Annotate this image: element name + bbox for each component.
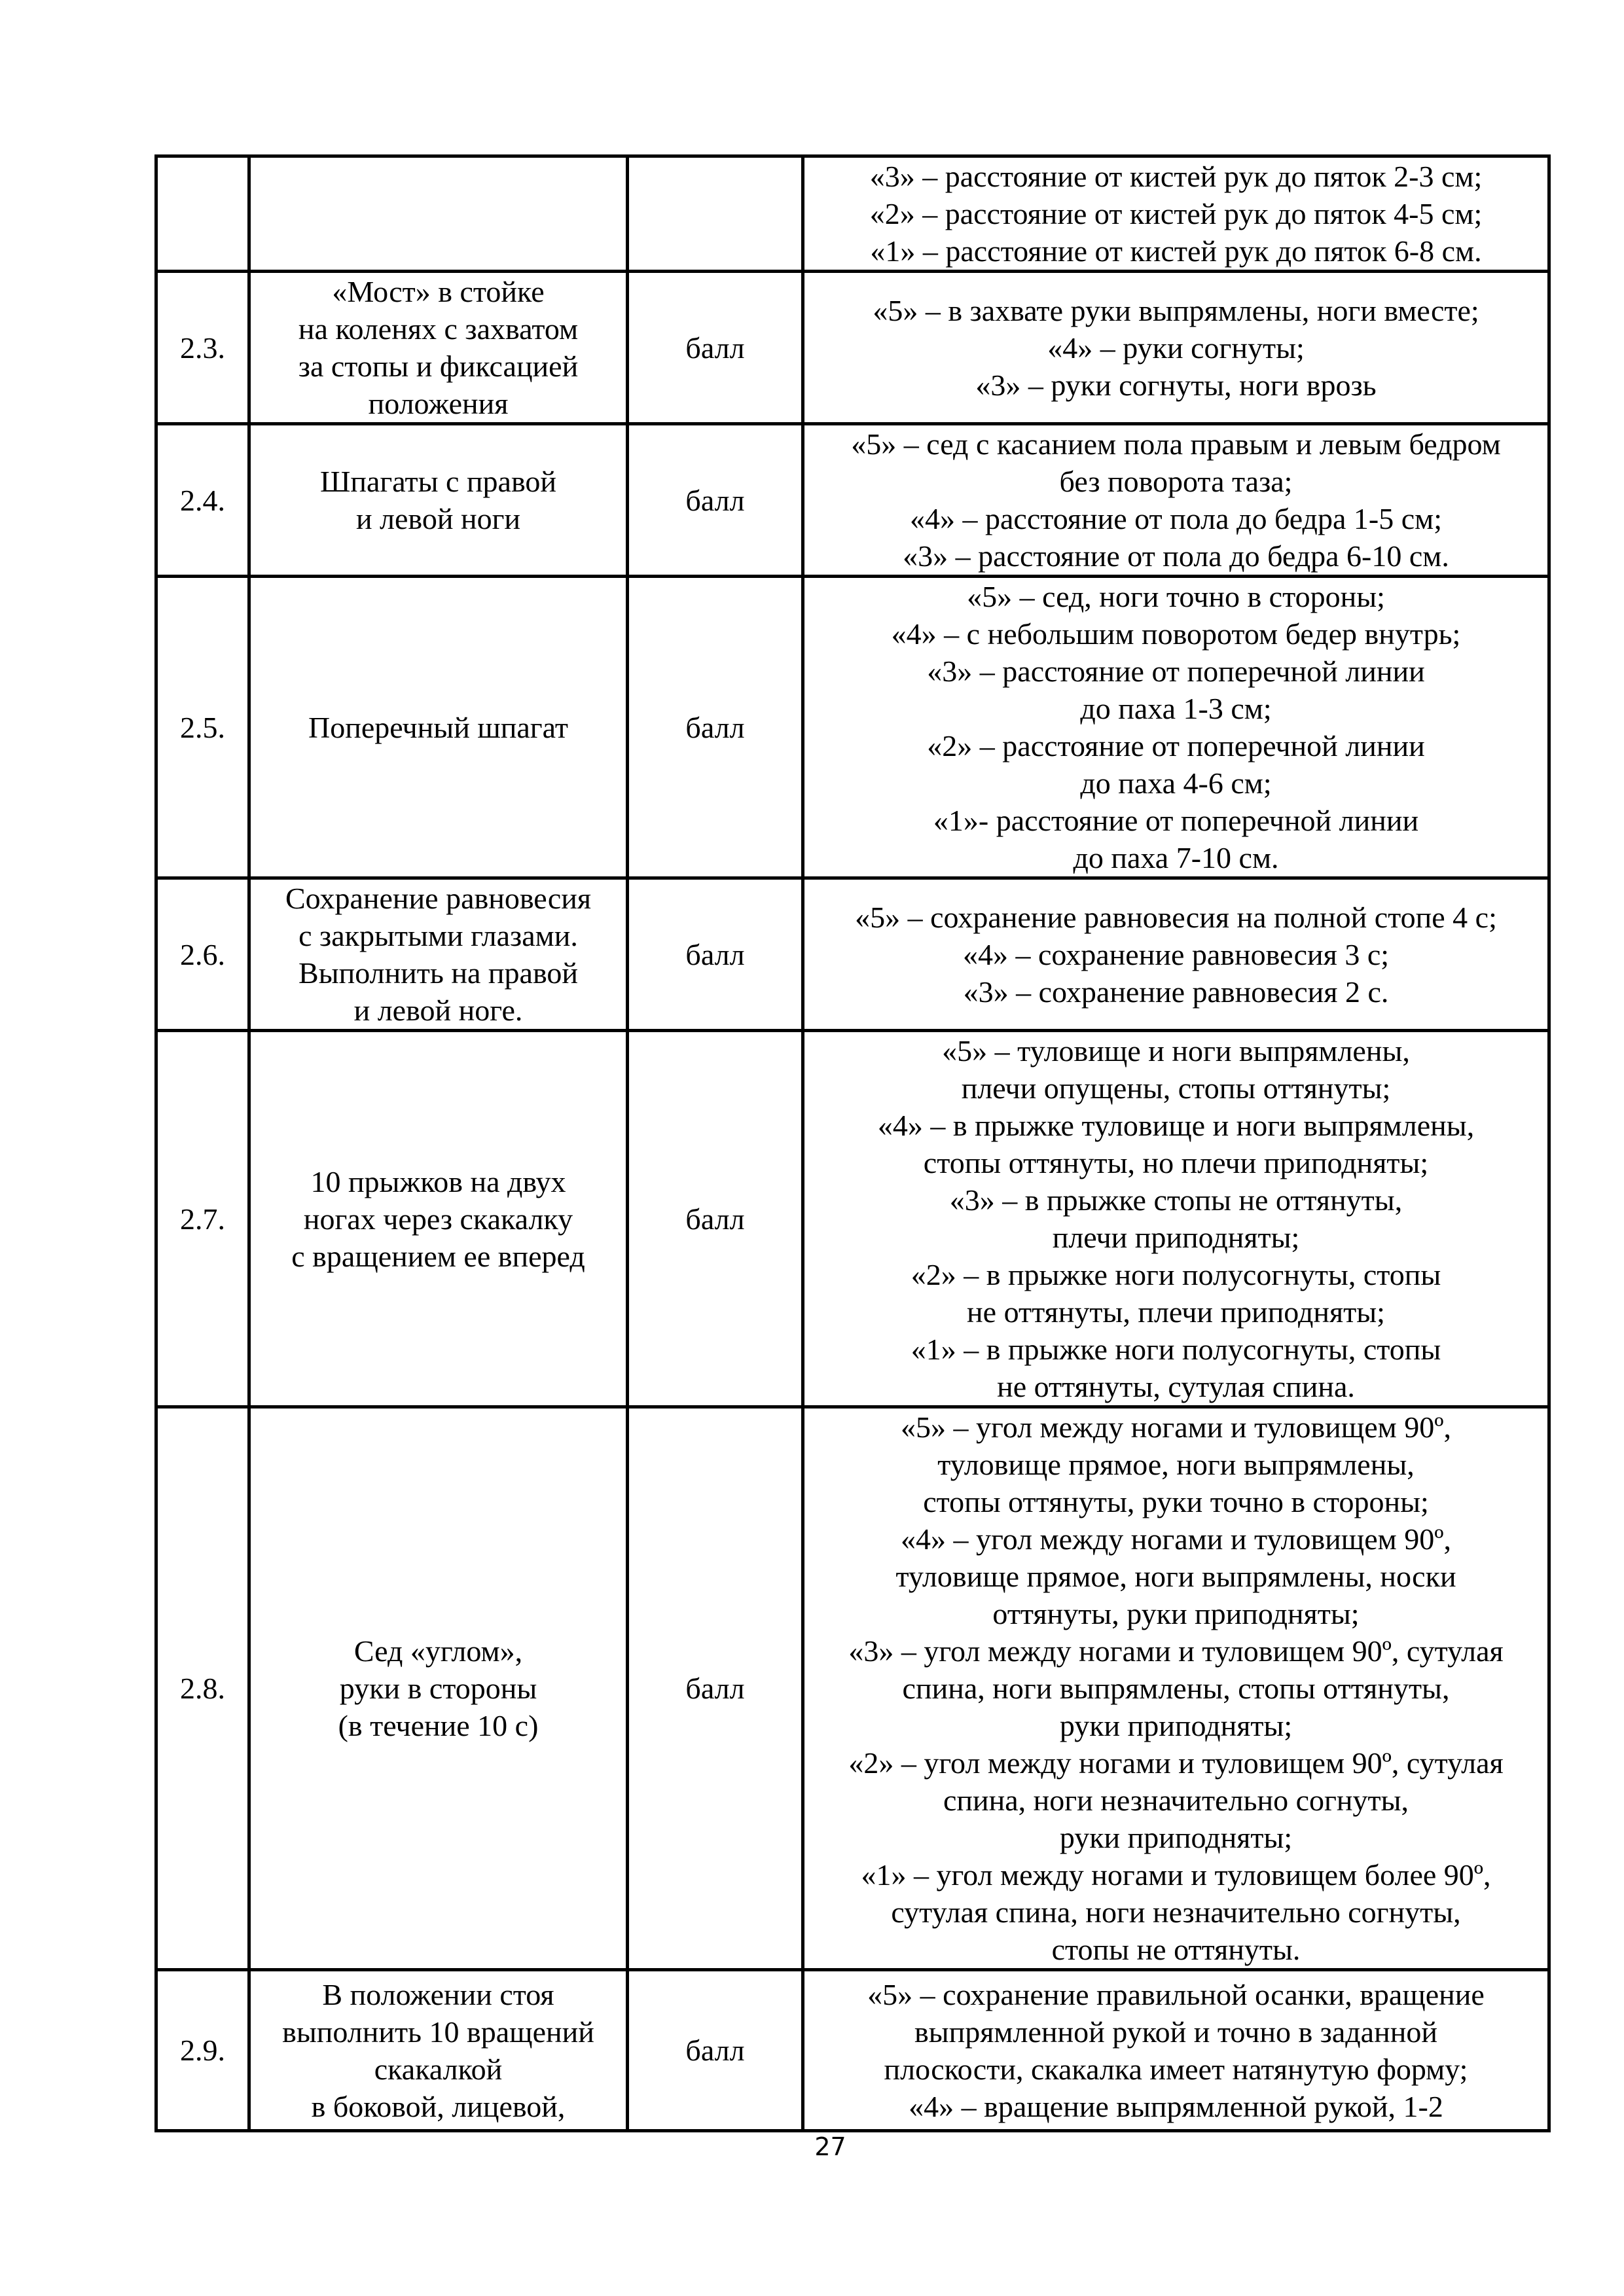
criteria-line: плечи приподняты; [1052,1221,1300,1254]
table-row-2-9 [156,1970,1549,2131]
criteria-line: «1» – в прыжке ноги полусогнуты, стопы [911,1333,1441,1366]
table-row-2-4 [156,424,1549,577]
criteria-line: «2» – в прыжке ноги полусогнуты, стопы [911,1258,1441,1291]
criteria-line: «5» – сохранение равновесия на полной стопе 4 с; [855,900,1497,934]
criteria-line: стопы оттянуты, но плечи приподняты; [923,1146,1429,1179]
criteria-line: «4» – сохранение равновесия 3 с; [962,937,1390,971]
criteria-line: «5» – сед, ноги точно в стороны; [967,580,1385,613]
criteria-cell [803,424,1549,577]
criteria-line: «3» – расстояние от пола до бедра 6-10 см. [903,539,1449,573]
exercise-name-line: положения [368,387,509,420]
criteria-line: без поворота таза; [1059,465,1293,498]
criteria-line: «4» – угол между ногами и туловищем 90º, [900,1522,1451,1556]
unit-cell: балл [628,577,803,878]
criteria-line: до паха 7-10 см. [1073,841,1279,874]
exercise-name-line: «Мост» в стойке [332,275,545,308]
item-number-cell: 2.3. [156,272,249,424]
criteria-line: «1»- расстояние от поперечной линии [933,804,1419,837]
item-number-cell: 2.6. [156,878,249,1031]
exercise-name-line: Сед «углом», [353,1634,523,1668]
unit-cell: балл [628,1031,803,1407]
exercise-name-cell [249,424,628,577]
exercise-name-line: в боковой, лицевой, [311,2089,566,2123]
criteria-line: «2» – угол между ногами и туловищем 90º, сутулая [848,1746,1504,1780]
criteria-cell [803,1407,1549,1970]
criteria-line: туловище прямое, ноги выпрямлены, [937,1448,1415,1481]
criteria-line: до паха 1-3 см; [1080,692,1272,725]
exercise-name-line: Выполнить на правой [298,956,578,990]
exercise-name-cell [249,272,628,424]
criteria-line: не оттянуты, плечи приподняты; [967,1295,1385,1329]
criteria-line: «4» – руки согнуты; [1047,331,1305,365]
exercise-name-cell [249,878,628,1031]
criteria-line: туловище прямое, ноги выпрямлены, носки [895,1560,1456,1593]
item-number-cell [156,156,249,272]
criteria-line: «5» – туловище и ноги выпрямлены, [942,1034,1410,1067]
exercise-name-line: выполнить 10 вращений [282,2015,594,2049]
criteria-cell [803,272,1549,424]
page-number: 27 [814,2132,846,2161]
criteria-line: стопы не оттянуты. [1051,1933,1301,1966]
unit-cell: балл [628,1970,803,2131]
exercise-name-line: Шпагаты с правой [319,465,556,498]
exercise-name-line: Поперечный шпагат [308,710,568,744]
exercise-name-line: Сохранение равновесия [285,882,592,915]
exercise-name-line: и левой ноги [355,502,521,535]
criteria-cell [803,577,1549,878]
criteria-line: «3» – руки согнуты, ноги врозь [975,368,1377,402]
item-number-cell: 2.8. [156,1407,249,1970]
item-number-cell: 2.7. [156,1031,249,1407]
criteria-line: не оттянуты, сутулая спина. [997,1370,1355,1403]
exercise-name-line: ногах через скакалку [303,1202,573,1236]
table-row-2-7 [156,1031,1549,1407]
exercise-name-cell [249,1407,628,1970]
criteria-line: выпрямленной рукой и точно в заданной [914,2015,1437,2049]
exercise-name-line: В положении стоя [322,1977,554,2011]
exercise-name-line: скакалкой [374,2052,503,2086]
criteria-line: руки приподняты; [1059,1709,1293,1742]
criteria-line: плоскости, скакалка имеет натянутую форму; [884,2052,1468,2086]
criteria-line: «3» – расстояние от поперечной линии [927,655,1425,688]
unit-cell [628,156,803,272]
table-row-2-8 [156,1407,1549,1970]
criteria-line: «4» – расстояние от пола до бедра 1-5 см; [909,502,1443,535]
criteria-line: «5» – сед с касанием пола правым и левым бедром [851,427,1501,461]
criteria-cell [803,156,1549,272]
criteria-line: «5» – угол между ногами и туловищем 90º, [900,1410,1451,1444]
criteria-line: «2» – расстояние от кистей рук до пяток 4-5 см; [869,197,1483,230]
unit-cell: балл [628,1407,803,1970]
criteria-line: «4» – вращение выпрямленной рукой, 1-2 [909,2089,1443,2123]
criteria-line: «4» – с небольшим поворотом бедер внутрь; [891,617,1461,651]
exercise-name-cell [249,156,628,272]
table-row-2-6 [156,878,1549,1031]
exercise-name-cell [249,1031,628,1407]
criteria-line: «3» – в прыжке стопы не оттянуты, [949,1183,1403,1217]
exercise-name-line: с вращением ее вперед [291,1239,585,1273]
criteria-line: оттянуты, руки приподняты; [992,1597,1360,1630]
table-row-continuation [156,156,1549,272]
exercise-name-line: на коленях с захватом [298,312,579,346]
exercise-name-cell [249,1970,628,2131]
unit-cell: балл [628,272,803,424]
exercise-name-line: с закрытыми глазами. [298,919,578,952]
criteria-line: «3» – угол между ногами и туловищем 90º, сутулая [848,1634,1504,1668]
criteria-line: «3» – сохранение равновесия 2 с. [963,975,1389,1009]
unit-cell: балл [628,878,803,1031]
criteria-line: стопы оттянуты, руки точно в стороны; [923,1485,1429,1518]
assessment-criteria-table [154,154,1551,2132]
exercise-name-line: 10 прыжков на двух [310,1164,566,1198]
criteria-line: «5» – в захвате руки выпрямлены, ноги вместе; [873,293,1479,327]
table-row-2-5 [156,577,1549,878]
item-number-cell: 2.9. [156,1970,249,2131]
criteria-cell [803,1970,1549,2131]
criteria-line: «1» – угол между ногами и туловищем более 90º, [861,1858,1491,1892]
exercise-name-cell [249,577,628,878]
criteria-line: «5» – сохранение правильной осанки, вращение [867,1977,1485,2011]
criteria-line: «1» – расстояние от кистей рук до пяток 6-8 см. [870,234,1482,268]
exercise-name-line: и левой ноге. [353,994,523,1027]
exercise-name-line: (в течение 10 с) [338,1709,539,1742]
unit-cell: балл [628,424,803,577]
item-number-cell: 2.5. [156,577,249,878]
exercise-name-line: за стопы и фиксацией [298,350,579,383]
criteria-line: сутулая спина, ноги незначительно согнуты, [891,1895,1461,1929]
criteria-line: «4» – в прыжке туловище и ноги выпрямлены, [877,1109,1475,1142]
criteria-cell [803,1031,1549,1407]
criteria-cell [803,878,1549,1031]
criteria-line: до паха 4-6 см; [1080,766,1272,800]
criteria-line: руки приподняты; [1059,1821,1293,1854]
criteria-line: плечи опущены, стопы оттянуты; [961,1071,1391,1105]
criteria-line: «2» – расстояние от поперечной линии [927,729,1425,762]
table-row-2-3 [156,272,1549,424]
criteria-line: «3» – расстояние от кистей рук до пяток 2-3 см; [869,160,1483,193]
criteria-line: спина, ноги выпрямлены, стопы оттянуты, [902,1672,1450,1705]
exercise-name-line: руки в стороны [339,1672,537,1705]
item-number-cell: 2.4. [156,424,249,577]
criteria-line: спина, ноги незначительно согнуты, [943,1784,1409,1817]
